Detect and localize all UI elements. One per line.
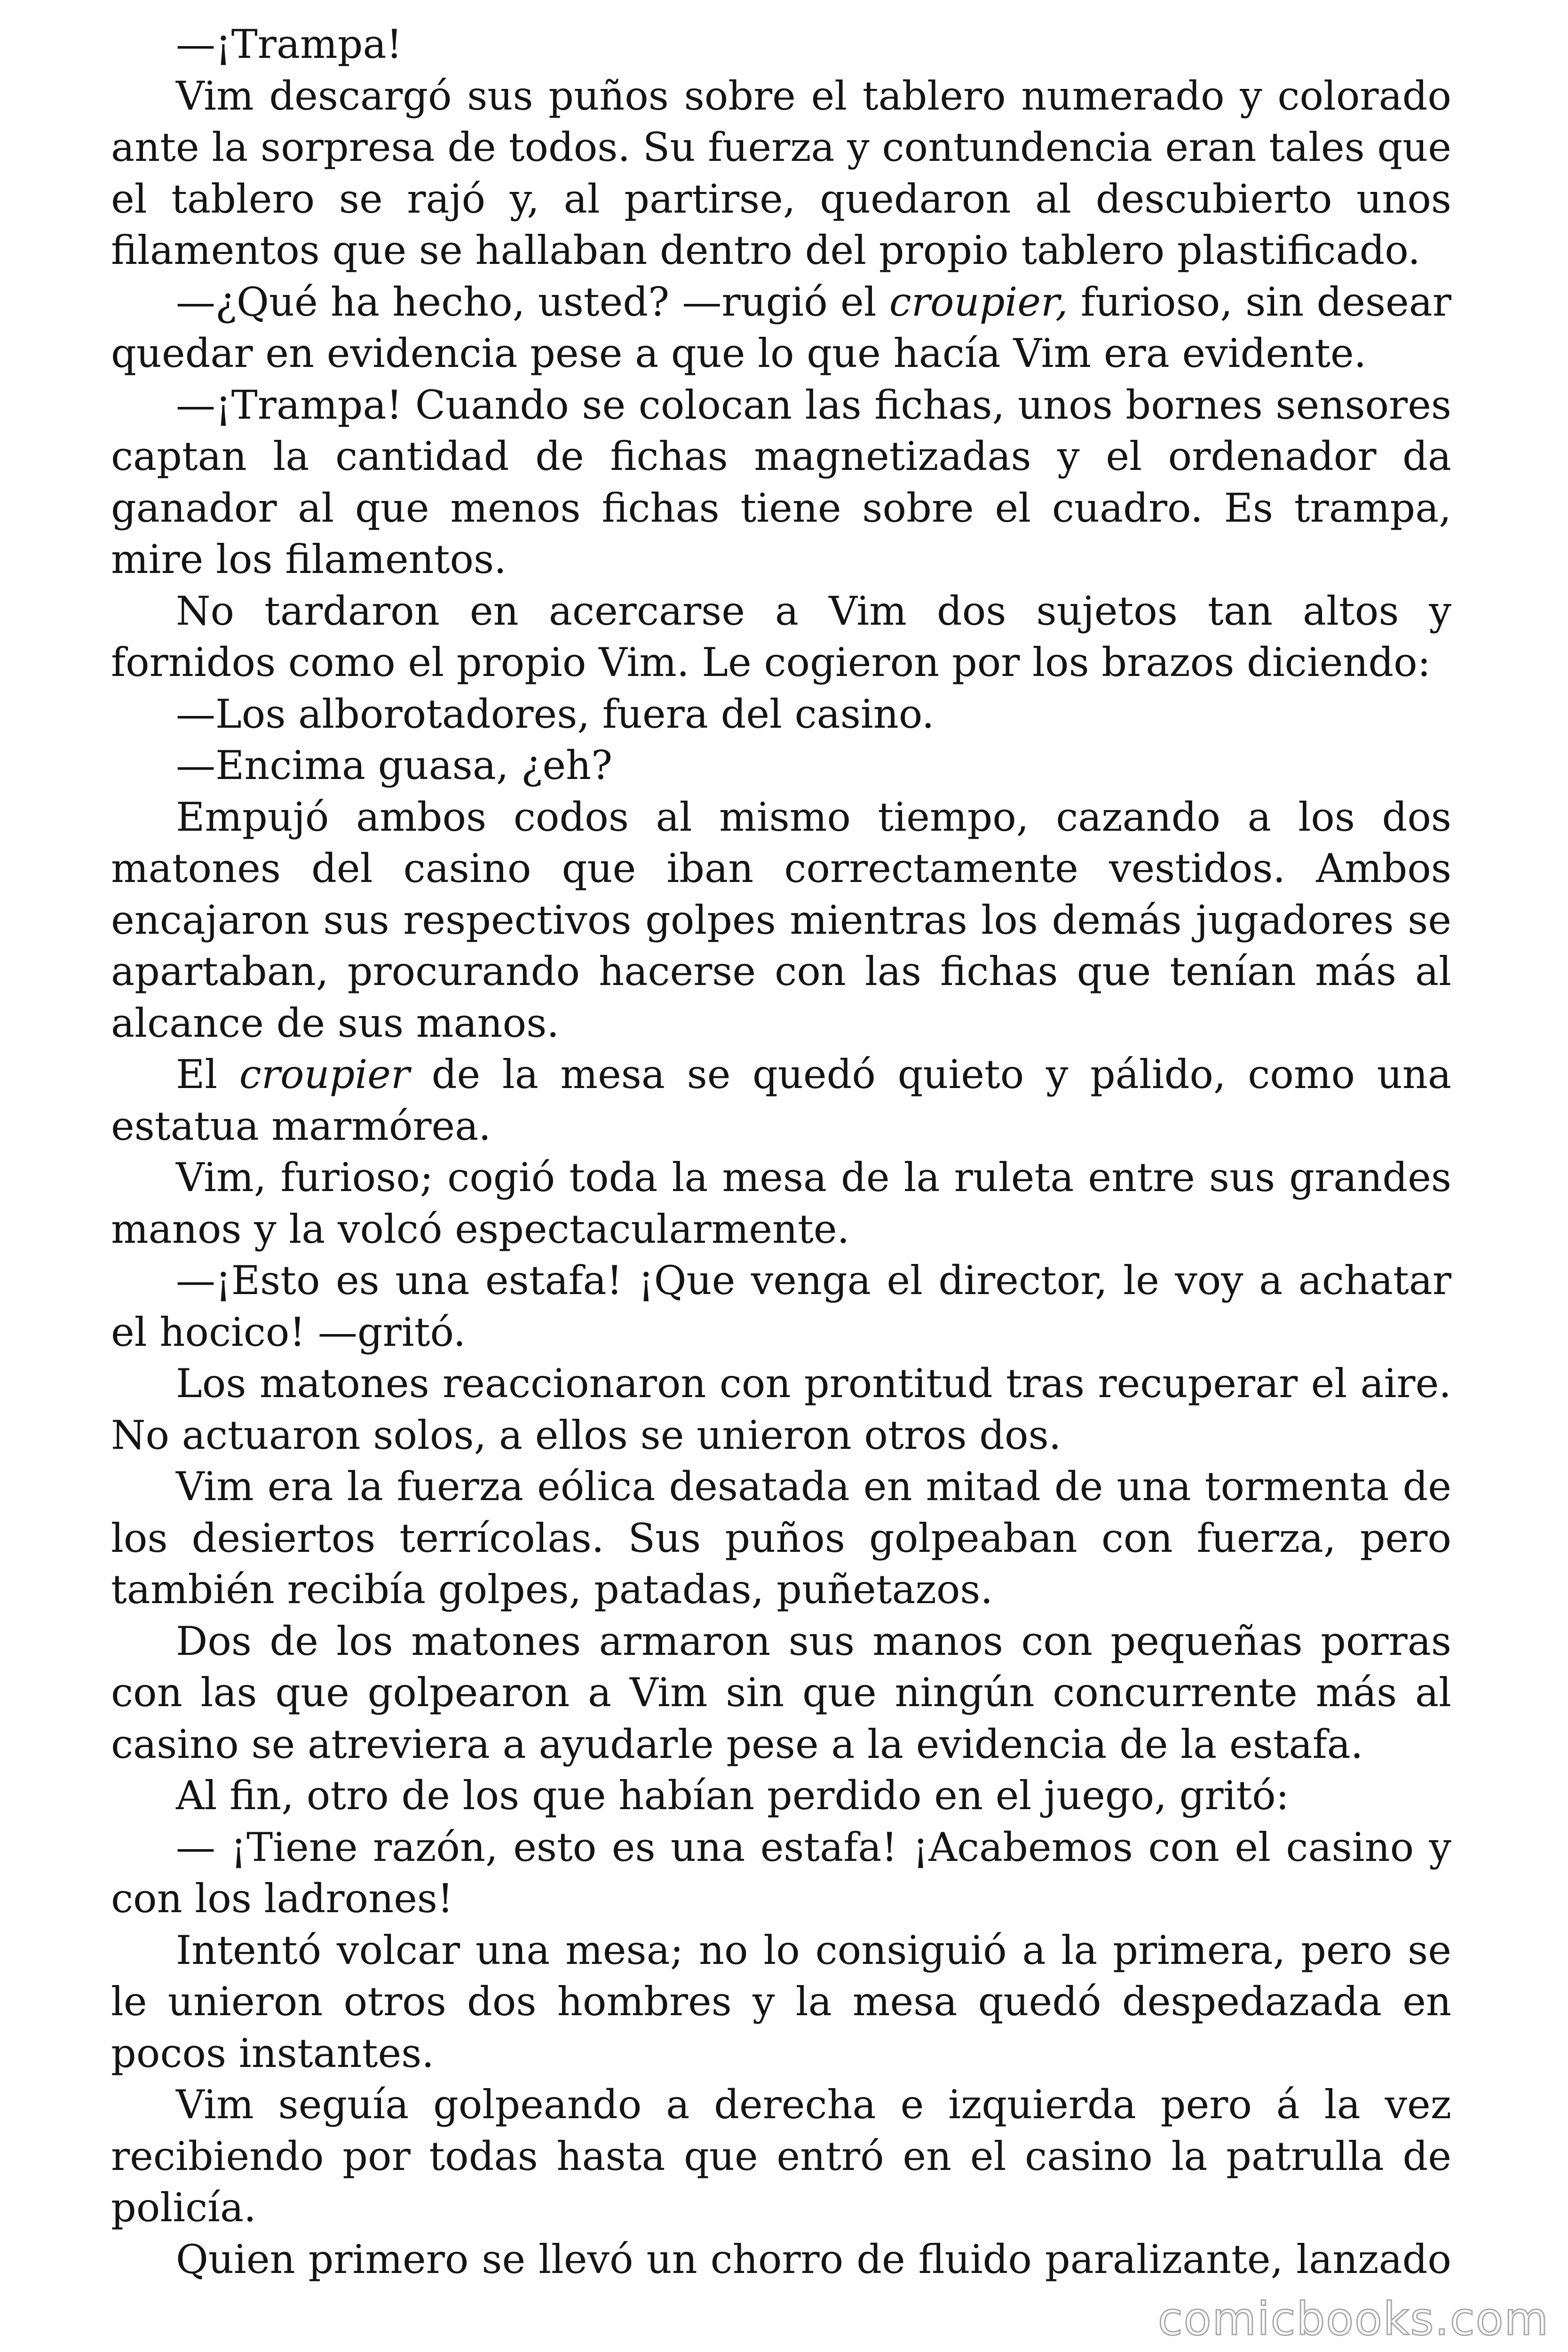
paragraph: Dos de los matones armaron sus manos con pequeñas porras con las que golpearon a Vim sin que ningún concurrente más al casino se atreviera a ayudarle pese a la evidencia de la estafa. [111, 1618, 1451, 1767]
paragraph: Intentó volcar una mesa; no lo consiguió a la primera, pero se le unieron otros dos hombres y la mesa quedó despedazada en pocos instantes. [111, 1927, 1451, 2076]
paragraph: Al fin, otro de los que habían perdido en el juego, gritó: [176, 1772, 1290, 1819]
paragraph: —¡Trampa! [176, 21, 403, 67]
paragraph: —Los alborotadores, fuera del casino. [176, 691, 934, 737]
italic-term: croupier, [889, 278, 1068, 325]
book-page [111, 19, 1451, 2285]
paragraph: Vim era la fuerza eólica desatada en mitad de una tormenta de los desiertos terrícolas. Sus puños golpeaban con fuerza, pero también recibía golpes, patadas, puñetazos. [111, 1463, 1451, 1613]
paragraph: —¿Qué ha hecho, usted? —rugió el croupier, furioso, sin desear quedar en evidencia pese a que lo que hacía Vim era evidente. [111, 278, 1451, 376]
watermark: comicbooks.com [1157, 2293, 1549, 2345]
paragraph: Vim seguía golpeando a derecha e izquierda pero á la vez recibiendo por todas hasta que entró en el casino la patrulla de policía. [111, 2082, 1451, 2231]
paragraph: Vim, furioso; cogió toda la mesa de la ruleta entre sus grandes manos y la volcó espectacularmente. [111, 1154, 1451, 1252]
paragraph: — ¡Tiene razón, esto es una estafa! ¡Acabemos con el casino y con los ladrones! [111, 1824, 1451, 1922]
italic-term: croupier [239, 1051, 410, 1097]
paragraph: Quien primero se llevó un chorro de fluido paralizante, lanzado [176, 2236, 1451, 2282]
paragraph: —Encima guasa, ¿eh? [176, 742, 613, 788]
paragraph: Vim descargó sus puños sobre el tablero numerado y colorado ante la sorpresa de todos. Su fuerza y contundencia eran tales que el tablero se rajó y, al partirse, quedaron al descubierto unos filamentos que se hallaban dentro del propio tablero plastificado. [111, 72, 1451, 273]
paragraph: El croupier de la mesa se quedó quieto y pálido, como una estatua marmórea. [111, 1051, 1451, 1149]
paragraph: No tardaron en acercarse a Vim dos sujetos tan altos y fornidos como el propio Vim. Le cogieron por los brazos diciendo: [111, 588, 1451, 685]
paragraph: —¡Trampa! Cuando se colocan las fichas, unos bornes sensores captan la cantidad de fichas magnetizadas y el ordenador da ganador al que menos fichas tiene sobre el cuadro. Es trampa, mire los filamentos. [111, 381, 1451, 582]
paragraph: —¡Esto es una estafa! ¡Que venga el director, le voy a achatar el hocico! —gritó. [111, 1257, 1451, 1355]
paragraph: Los matones reaccionaron con prontitud tras recuperar el aire. No actuaron solos, a ellos se unieron otros dos. [111, 1360, 1451, 1458]
paragraph: Empujó ambos codos al mismo tiempo, cazando a los dos matones del casino que iban correctamente vestidos. Ambos encajaron sus respectivos golpes mientras los demás jugadores se apartaban, procurando hacerse con las fichas que tenían más al alcance de sus manos. [111, 794, 1451, 1046]
